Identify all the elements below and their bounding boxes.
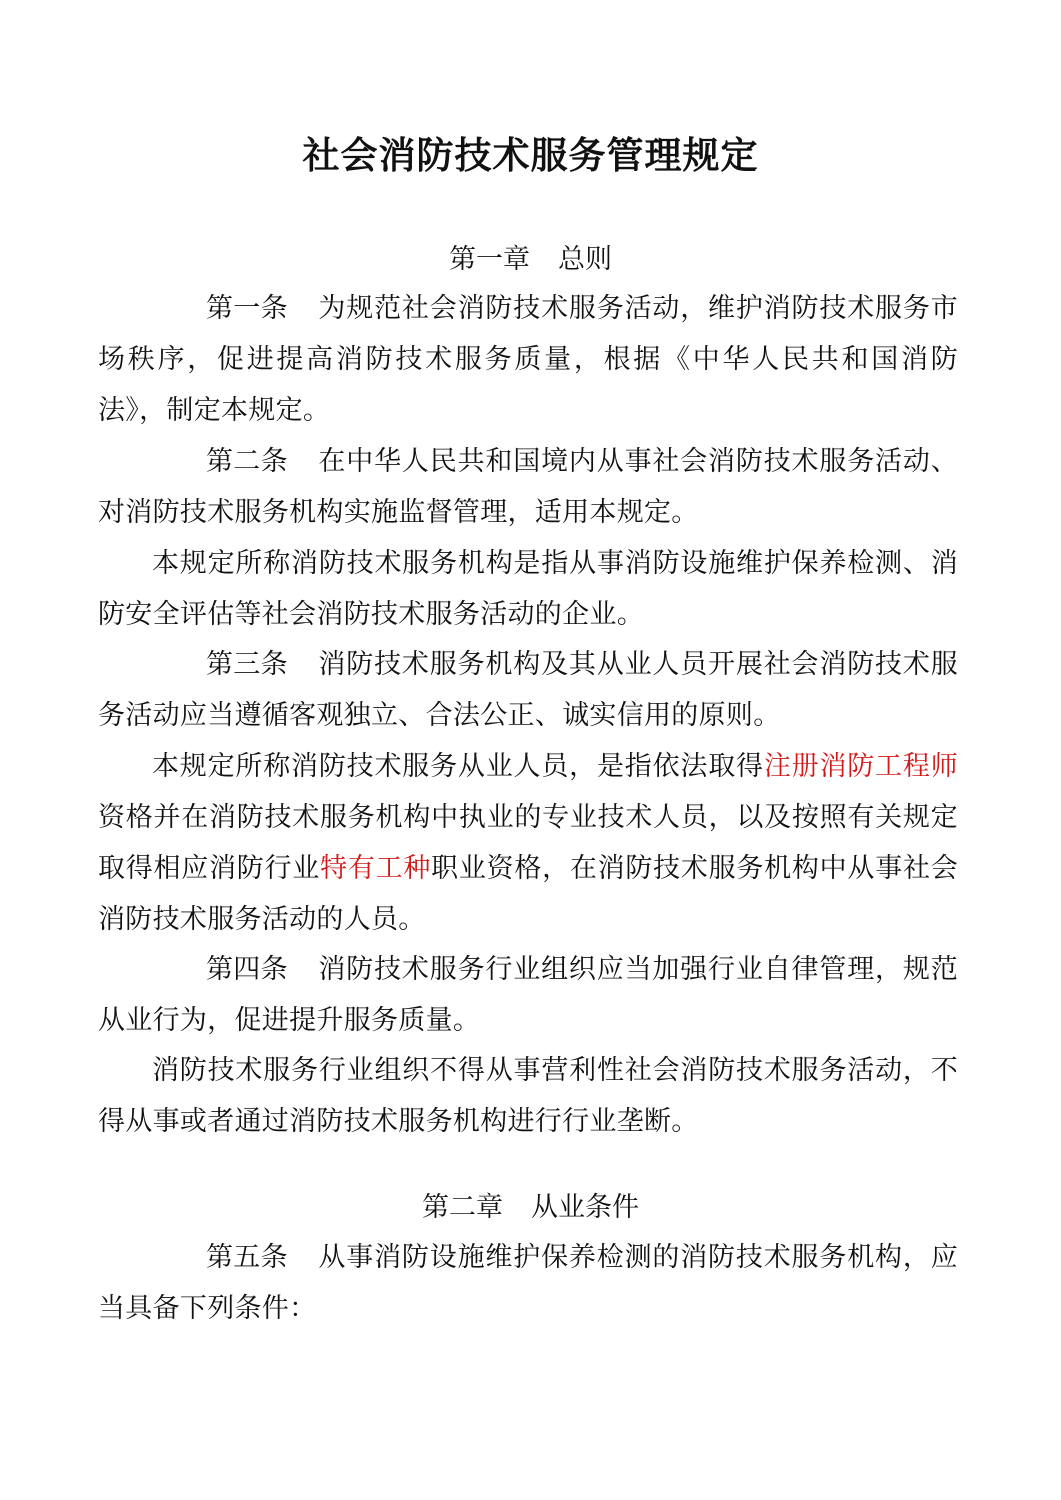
chapter-heading-1 — [0, 242, 1061, 278]
paragraph — [98, 741, 958, 945]
paragraph-text: 职业资格，在消防技术服务机构中从事社会消防技术服务活动的人员。 — [98, 853, 959, 935]
chapter-label: 第二章 — [422, 1192, 503, 1223]
chapter-label: 第一章 — [449, 244, 530, 275]
paragraph — [98, 538, 958, 640]
paragraph-text: 本规定所称消防技术服务从业人员，是指依法取得 — [152, 751, 764, 782]
chapter-name: 从业条件 — [531, 1192, 639, 1223]
article-number: 第一条 — [206, 293, 288, 324]
chapter-heading-2 — [0, 1190, 1061, 1226]
paragraph-text: 消防技术服务行业组织不得从事营利性社会消防技术服务活动，不得从事或者通过消防技术服务机构进行行业垄断。 — [98, 1055, 958, 1137]
article-text: 从事消防设施维护保养检测的消防技术服务机构，应当具备下列条件： — [98, 1242, 958, 1324]
article-text: 消防技术服务机构及其从业人员开展社会消防技术服务活动应当遵循客观独立、合法公正、诚实信用的原则。 — [98, 649, 958, 731]
article-paragraph — [98, 436, 958, 538]
article-text: 为规范社会消防技术服务活动，维护消防技术服务市场秩序，促进提高消防技术服务质量，根据《中华人民共和国消防法》，制定本规定。 — [98, 293, 958, 426]
article-number: 第三条 — [206, 649, 288, 680]
article-paragraph — [98, 283, 958, 436]
document-title: 社会消防技术服务管理规定 — [302, 134, 759, 177]
article-text: 在中华人民共和国境内从事社会消防技术服务活动、对消防技术服务机构实施监督管理，适用本规定。 — [98, 446, 958, 528]
paragraph — [98, 1045, 958, 1147]
chapter-name: 总则 — [558, 244, 612, 275]
paragraph-text: 本规定所称消防技术服务机构是指从事消防设施维护保养检测、消防安全评估等社会消防技术服务活动的企业。 — [98, 548, 958, 630]
article-number: 第五条 — [206, 1242, 288, 1273]
article-paragraph — [98, 639, 958, 741]
paragraph-text: 资格并在消防技术服务机构中执业的专业技术人员，以及按照有关规定取得相应消防行业 — [98, 802, 958, 884]
highlighted-term: 特有工种 — [320, 853, 432, 884]
article-number: 第四条 — [206, 954, 288, 985]
article-paragraph — [98, 1232, 958, 1334]
article-text: 消防技术服务行业组织应当加强行业自律管理，规范从业行为，促进提升服务质量。 — [98, 954, 958, 1036]
highlighted-term: 注册消防工程师 — [763, 751, 958, 782]
article-paragraph — [98, 944, 958, 1046]
article-number: 第二条 — [206, 446, 288, 477]
